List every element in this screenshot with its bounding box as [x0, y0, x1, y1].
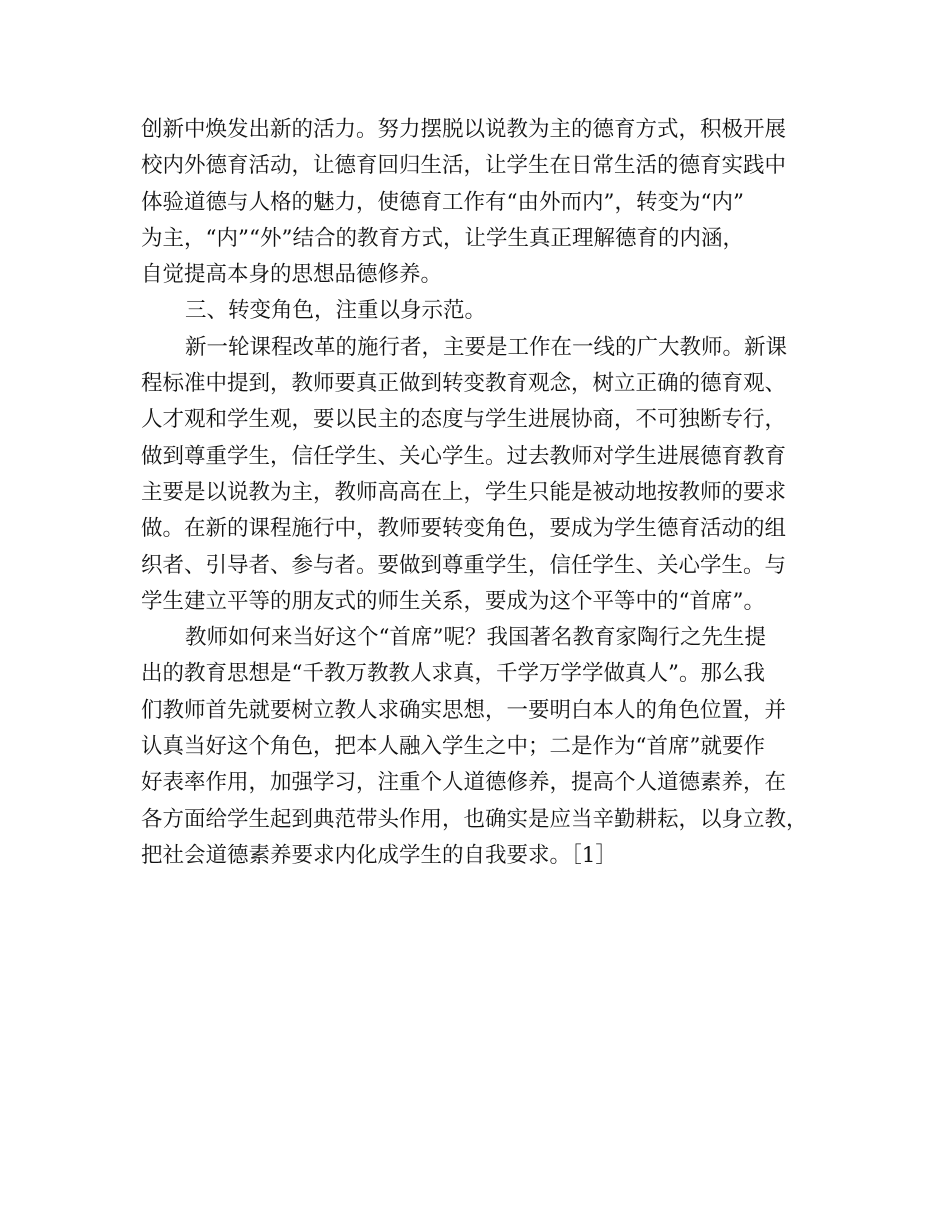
text-line: 把社会道德素养要求内化成学生的自我要求。［1］: [141, 842, 617, 868]
text-line: 创新中焕发出新的活力。努力摆脱以说教为主的德育方式，积极开展: [141, 117, 787, 142]
text-line: 自觉提高本身的思想品德修养。: [141, 262, 443, 288]
text-line: 体验道德与人格的魅力，使德育工作有“由外而内”，转变为“内”: [141, 189, 744, 215]
text-line: 织者、引导者、参与者。要做到尊重学生，信任学生、关心学生。与: [141, 552, 787, 578]
paragraph-start: 教师如何来当好这个“首席”呢？我国著名教育家陶行之先生提: [185, 625, 766, 651]
paragraph-start: 新一轮课程改革的施行者，主要是工作在一线的广大教师。新课: [185, 334, 788, 360]
text-line: 做。在新的课程施行中，教师要转变角色，要成为学生德育活动的组: [141, 516, 787, 542]
text-line: 学生建立平等的朋友式的师生关系，要成为这个平等中的“首席”。: [141, 588, 765, 614]
text-line: 们教师首先就要树立教人求确实思想，一要明白本人的角色位置，并: [141, 697, 787, 723]
text-line: 校内外德育活动，让德育回归生活，让学生在日常生活的德育实践中: [141, 153, 787, 179]
text-line: 人才观和学生观，要以民主的态度与学生进展协商，不可独断专行，: [141, 407, 787, 433]
text-line: 各方面给学生起到典范带头作用，也确实是应当辛勤耕耘，以身立教，: [141, 806, 808, 832]
body-text: [141, 112, 831, 874]
text-line: 做到尊重学生，信任学生、关心学生。过去教师对学生进展德育教育: [141, 443, 787, 469]
text-line: 认真当好这个角色，把本人融入学生之中；二是作为“首席”就要作: [141, 734, 765, 760]
text-line: 好表率作用，加强学习，注重个人道德修养，提高个人道德素养，在: [141, 770, 787, 796]
text-line: 主要是以说教为主，教师高高在上，学生只能是被动地按教师的要求: [141, 479, 787, 505]
text-line: 出的教育思想是“千教万教教人求真，千学万学学做真人”。那么我: [141, 661, 765, 687]
text-line: 程标准中提到，教师要真正做到转变教育观念，树立正确的德育观、: [141, 371, 787, 397]
section-heading: 三、转变角色，注重以身示范。: [185, 298, 487, 324]
text-line: 为主，“内”“外”结合的教育方式，让学生真正理解德育的内涵，: [141, 225, 744, 251]
